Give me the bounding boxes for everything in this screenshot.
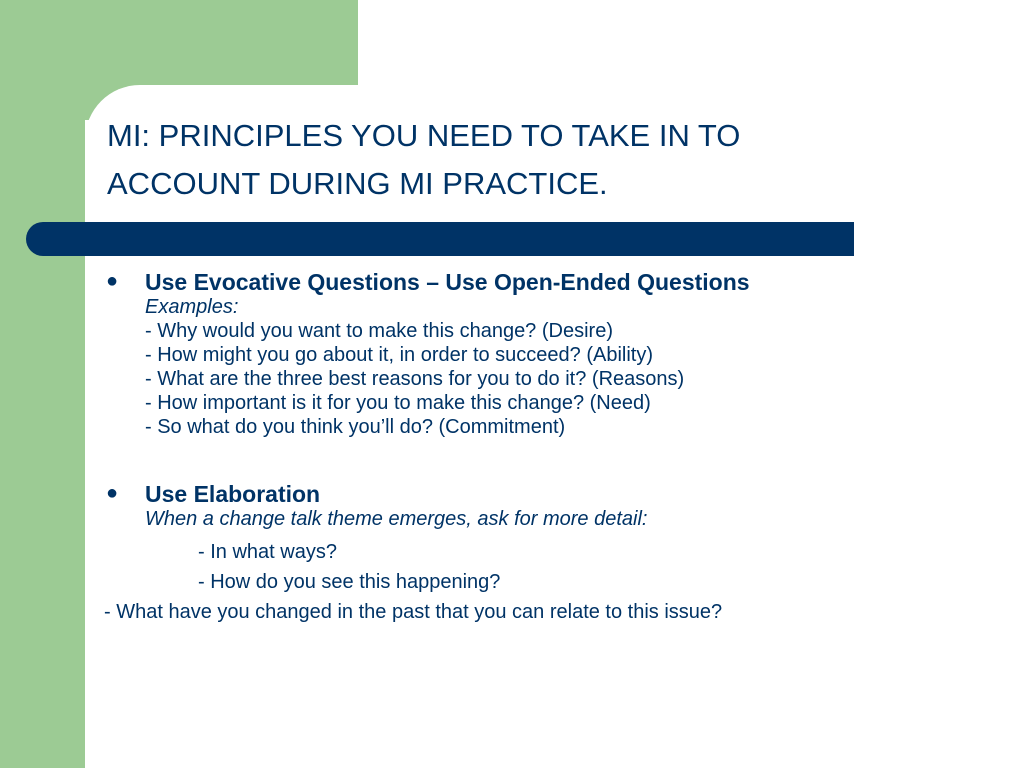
- example-line: - What are the three best reasons for you to do it? (Reasons): [145, 368, 685, 390]
- example-line: - Why would you want to make this change? (Desire): [145, 320, 613, 342]
- section-evocative-questions: [145, 269, 905, 439]
- example-line: - So what do you think you’ll do? (Commitment): [145, 416, 566, 438]
- elaboration-question-past: - What have you changed in the past that you can relate to this issue?: [104, 601, 723, 623]
- examples-label: Examples:: [145, 296, 239, 318]
- title-divider-bar: [26, 222, 854, 256]
- bullet-icon: ●: [106, 482, 119, 504]
- green-side-band: [0, 0, 85, 768]
- example-line: - How might you go about it, in order to succeed? (Ability): [145, 344, 654, 366]
- elaboration-question: - How do you see this happening?: [198, 571, 501, 593]
- elaboration-instruction: When a change talk theme emerges, ask for more detail:: [145, 508, 648, 530]
- section-elaboration: [145, 481, 905, 531]
- slide-title: MI: PRINCIPLES YOU NEED TO TAKE IN TO ACCOUNT DURING MI PRACTICE.: [107, 118, 741, 201]
- section-heading: Use Elaboration: [145, 481, 321, 507]
- elaboration-question: - In what ways?: [198, 541, 337, 563]
- section-heading: Use Evocative Questions – Use Open-Ended Questions: [145, 269, 750, 295]
- bullet-icon: ●: [106, 270, 119, 292]
- example-line: - How important is it for you to make this change? (Need): [145, 392, 651, 414]
